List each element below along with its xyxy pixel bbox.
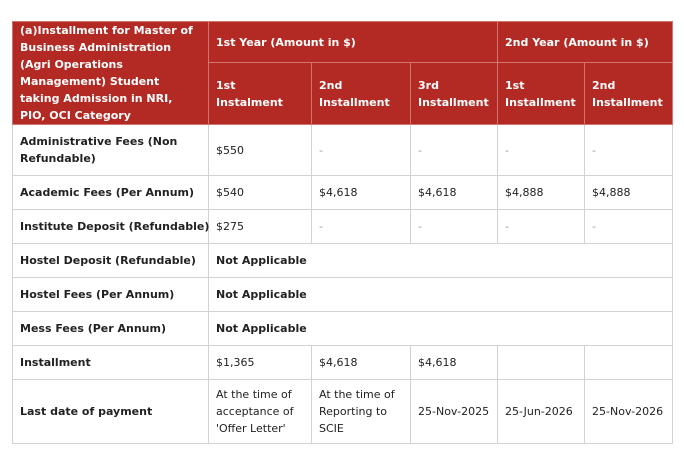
table-row (13, 278, 673, 312)
table-cell: - (585, 210, 673, 244)
table-cell: $4,618 (411, 346, 498, 380)
table-cell: $4,888 (498, 176, 585, 210)
subhead-y2-1: 1st Installment (498, 63, 585, 125)
table-row (13, 312, 673, 346)
table-cell: - (498, 210, 585, 244)
corner-header: (a)Installment for Master of Business Administration (Agri Operations Management) Student taking Admission in NRI, PIO, OCI Category (13, 22, 209, 125)
table-cell: At the time of Reporting to SCIE (312, 380, 411, 444)
table-cell: $1,365 (209, 346, 312, 380)
row-label: Installment (13, 346, 209, 380)
table-cell: - (312, 125, 411, 176)
row-label: Hostel Fees (Per Annum) (13, 278, 209, 312)
row-label: Institute Deposit (Refundable) (13, 210, 209, 244)
header-row-years (13, 22, 673, 63)
table-cell: $4,618 (411, 176, 498, 210)
row-label: Hostel Deposit (Refundable) (13, 244, 209, 278)
table-cell: Not Applicable (209, 278, 673, 312)
table-cell: Not Applicable (209, 244, 673, 278)
year1-header: 1st Year (Amount in $) (209, 22, 498, 63)
table-cell (585, 346, 673, 380)
table-cell: - (498, 125, 585, 176)
table-row (13, 244, 673, 278)
table-cell: $4,888 (585, 176, 673, 210)
table-row (13, 380, 673, 444)
row-label: Academic Fees (Per Annum) (13, 176, 209, 210)
row-label: Administrative Fees (Non Refundable) (13, 125, 209, 176)
table-cell: - (411, 125, 498, 176)
table-cell: 25-Nov-2026 (585, 380, 673, 444)
table-cell (498, 346, 585, 380)
table-cell: 25-Jun-2026 (498, 380, 585, 444)
table-cell: $4,618 (312, 176, 411, 210)
row-label: Last date of payment (13, 380, 209, 444)
year2-header: 2nd Year (Amount in $) (498, 22, 673, 63)
table-cell: $550 (209, 125, 312, 176)
table-row (13, 176, 673, 210)
fee-installment-table (12, 21, 673, 444)
table-row (13, 346, 673, 380)
subhead-y1-1: 1st Instalment (209, 63, 312, 125)
table-row (13, 125, 673, 176)
subhead-y1-2: 2nd Installment (312, 63, 411, 125)
table-cell: - (585, 125, 673, 176)
table-cell: At the time of acceptance of 'Offer Letter' (209, 380, 312, 444)
table-cell: $4,618 (312, 346, 411, 380)
row-label: Mess Fees (Per Annum) (13, 312, 209, 346)
table-cell: $540 (209, 176, 312, 210)
table-cell: $275 (209, 210, 312, 244)
table-cell: - (411, 210, 498, 244)
subhead-y2-2: 2nd Installment (585, 63, 673, 125)
table-cell: 25-Nov-2025 (411, 380, 498, 444)
table-cell: - (312, 210, 411, 244)
subhead-y1-3: 3rd Installment (411, 63, 498, 125)
table-cell: Not Applicable (209, 312, 673, 346)
table-row (13, 210, 673, 244)
